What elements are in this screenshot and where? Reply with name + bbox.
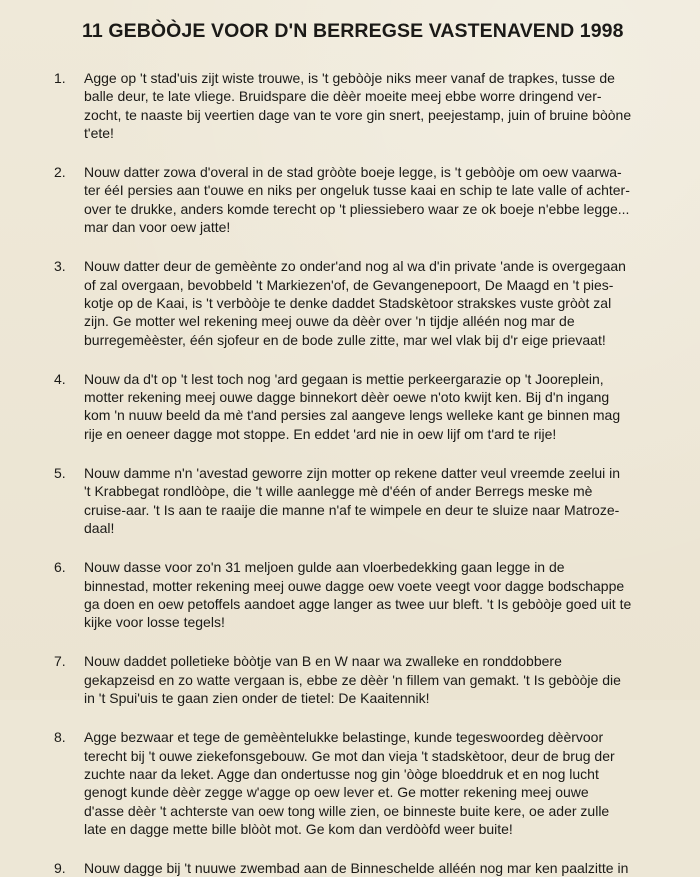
- rule-item: [54, 370, 674, 443]
- rule-text: [84, 728, 674, 838]
- rule-text-line: Agge bezwaar et tege de gemèèntelukke belastinge, kunde tegeswoordeg dèèrvoor: [84, 729, 604, 746]
- rule-text-line: kotje op de Kaai, is 't verbòòje te denke daddet Stadskètoor strakskes vuste gròòt zal: [84, 294, 612, 311]
- rule-text: [84, 652, 674, 707]
- rule-text-line: daal!: [84, 519, 115, 536]
- rule-text-line: terecht bij 't ouwe ziekefonsgebouw. Ge mot dan vieja 't stadskètoor, deur de brug der: [84, 747, 615, 764]
- rule-text-line: binnestad, motter rekening meej ouwe dagge oew voete veegt voor dagge bodschappe: [84, 577, 625, 594]
- rule-item: [54, 859, 674, 877]
- rule-number: 5.: [54, 465, 66, 482]
- rule-text-line: Nouw dasse voor zo'n 31 meljoen gulde aan vloerbedekking gaan legge in de: [84, 559, 565, 576]
- page-title: 11 GEBÒÒJE VOOR D'N BERREGSE VASTENAVEND 1998: [82, 20, 624, 42]
- rule-text-line: balle deur, te late vliege. Bruidspare die dèèr moeite meej ebbe worre dringend ver-: [84, 88, 602, 105]
- rules-list: [54, 69, 674, 877]
- rule-text: [84, 163, 674, 236]
- rule-text: [84, 859, 674, 877]
- rule-text-line: in 't Spui'uis te gaan zien onder de tietel: De Kaaitennik!: [84, 690, 430, 707]
- rule-item: [54, 257, 674, 348]
- rule-number: 3.: [54, 258, 66, 275]
- rule-text-line: rije en oeneer dagge mot stoppe. En eddet 'ard nie in oew lijf om t'ard te rije!: [84, 425, 557, 442]
- rule-text-line: t'ete!: [84, 124, 114, 141]
- rule-item: [54, 163, 674, 236]
- rule-text-line: 't Krabbegat rondlòòpe, die 't wille aanlegge mè d'één of ander Berregs meske mè: [84, 483, 593, 500]
- rule-text-line: ter ééI persies aan t'ouwe en niks per ongeluk tusse kaai en schip te late valle of achter-: [84, 182, 630, 199]
- rule-text-line: of zal overgaan, bevobbeld 't Markiezen'of, de Gevangenepoort, De Maagd en 't pies-: [84, 276, 614, 293]
- rule-text-line: d'asse dèèr 't achterste van oew tong wille zien, oe binneste buite kere, oe ader zulle: [84, 802, 610, 819]
- rule-item: [54, 464, 674, 537]
- rule-text-line: Nouw daddet polletieke bòòtje van B en W naar wa zwalleke en ronddobbere: [84, 653, 562, 670]
- rule-number: 2.: [54, 164, 66, 181]
- rule-item: [54, 652, 674, 707]
- rule-text-line: kijke voor losse tegels!: [84, 614, 225, 631]
- rule-number: 9.: [54, 860, 66, 877]
- rule-text-line: zuchte naar da leket. Agge dan ondertusse nog gin 'òòge bloeddruk et en nog lucht: [84, 765, 599, 782]
- rule-text-line: kom 'n nuuw beeld da mè t'and persies zal aangeve lengs welleke kant ge binnen mag: [84, 407, 621, 424]
- rule-text-line: zijn. Ge motter wel rekening meej ouwe da dèèr over 'n tijdje alléén nog mar de: [84, 313, 575, 330]
- rule-text-line: ga doen en oew petoffels aandoet agge langer as twee uur bleft. 't Is gebòòje goed uit te: [84, 595, 632, 612]
- rule-text-line: cruise-aar. 't Is aan te raaije die manne n'af te wimpele en deur te sluize naar Matroze-: [84, 501, 620, 518]
- rule-item: [54, 728, 674, 838]
- rule-text-line: genogt kunde dèèr zegge w'agge op oew lever et. Ge motter rekening meej ouwe: [84, 784, 589, 801]
- rule-text: [84, 558, 674, 631]
- rule-text-line: Nouw da d't op 't lest toch nog 'ard gegaan is mettie perkeergarazie op 't Jooreplein,: [84, 370, 604, 387]
- rule-number: 4.: [54, 370, 66, 387]
- rule-text-line: Nouw datter zowa d'overal in de stad gròòte boeje legge, is 't gebòòje om oew vaarwa-: [84, 164, 622, 181]
- rule-text-line: mar dan voor oew jatte!: [84, 219, 231, 236]
- rule-number: 7.: [54, 653, 66, 670]
- rule-text-line: over te drukke, anders komde terecht op 't pliessiebero waar ze ok boeje n'ebbe legge...: [84, 200, 630, 217]
- rule-text-line: Nouw damme n'n 'avestad geworre zijn motter op rekene datter veul vreemde zeelui in: [84, 465, 621, 482]
- rule-text: [84, 69, 674, 142]
- rule-text: [84, 257, 674, 348]
- rule-text-line: late en dagge mette bille blòòt mot. Ge kom dan verdòòfd weer buite!: [84, 820, 513, 837]
- rule-text: [84, 370, 674, 443]
- rule-number: 8.: [54, 729, 66, 746]
- rule-text-line: gekapzeisd en zo watte vergaan is, ebbe ze dèèr 'n fillem van gemakt. 't Is gebòòje die: [84, 671, 621, 688]
- rule-number: 6.: [54, 559, 66, 576]
- rule-number: 1.: [54, 70, 66, 86]
- rule-item: [54, 69, 674, 142]
- rule-text-line: burregemèèster, één sjofeur en de bode zulle zitte, mar wel vlak bij d'r eige prievaat!: [84, 331, 606, 348]
- rule-text-line: Nouw datter deur de gemèènte zo onder'and nog al wa d'in private 'ande is overgegaan: [84, 258, 626, 275]
- rule-item: [54, 558, 674, 631]
- rule-text-line: motter rekening meej ouwe dagge binnekort dèèr oewe n'oto kwijt ken. Bij d'n ingang: [84, 389, 610, 406]
- rule-text-line: zocht, te naaste bij veertien dage van te vore gin snert, peejestamp, juin of bruine bòòne: [84, 106, 632, 123]
- rule-text: [84, 464, 674, 537]
- rule-text-line: Agge op 't stad'uis zijt wiste trouwe, is 't gebòòje niks meer vanaf de trapkes, tusse de: [84, 70, 615, 86]
- rule-text-line: Nouw dagge bij 't nuuwe zwembad aan de Binnescheldе alléén nog mar ken paalzitte in: [84, 860, 629, 877]
